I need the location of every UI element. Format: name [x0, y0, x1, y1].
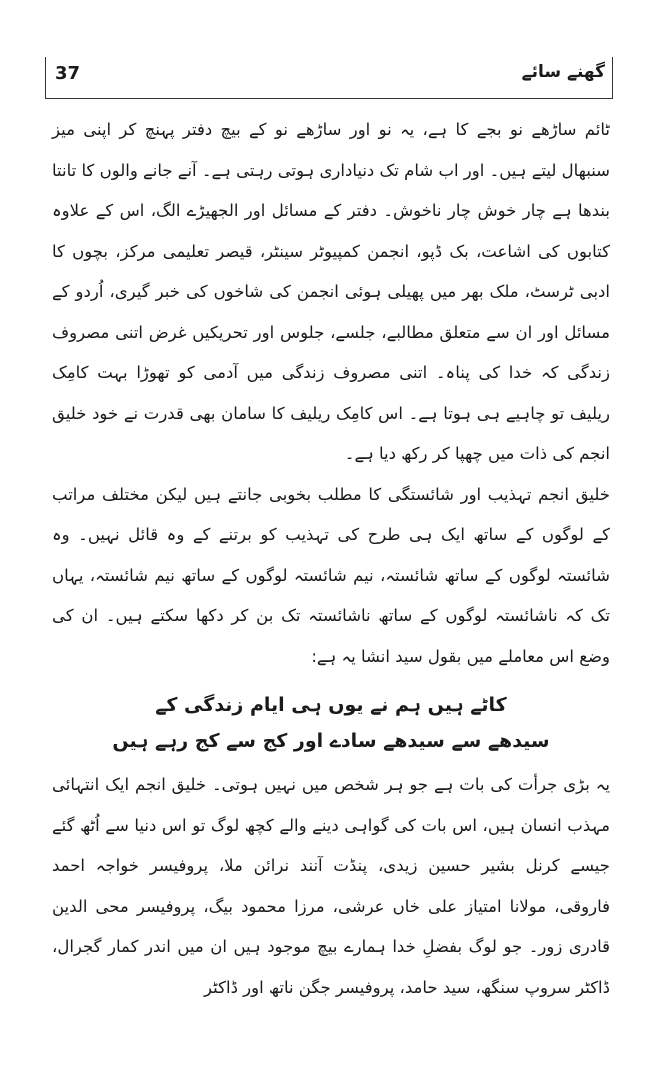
header-rule — [45, 98, 613, 99]
header-left-border — [45, 57, 46, 99]
page-header — [45, 55, 613, 99]
running-title: گھنے سائے — [521, 62, 605, 82]
body-text — [52, 110, 610, 1008]
verse-couplet — [52, 687, 610, 759]
page-number: 37 — [55, 63, 81, 84]
header-right-border — [612, 57, 613, 99]
paragraph-3: یہ بڑی جرأت کی بات ہے جو ہر شخص میں نہیں ہوتی۔ خلیق انجم ایک انتہائی مہذب انسان ہیں، اس بات کی گواہی دینے والے کچھ لوگ تو اس دنیا سے اُٹھ گئے جیسے کرنل بشیر حسین زیدی، پنڈت آنند نرائن ملا، پروفیسر خواجہ احمد فاروقی، مولانا امتیاز علی خاں عرشی، مرزا محمود بیگ، پروفیسر محی الدین قادری زور۔ جو لوگ بفضلِ خدا ہمارے بیچ موجود ہیں ان میں اندر کمار گجرال، ڈاکٹر سروپ سنگھ، سید حامد، پروفیسر جگن ناتھ اور ڈاکٹر — [52, 775, 610, 997]
paragraph-1: ٹائم ساڑھے نو بجے کا ہے، یہ نو اور ساڑھے نو کے بیچ دفتر پہنچ کر اپنی میز سنبھال لیتے ہیں۔ اور اب شام تک دنیاداری ہوتی رہتی ہے۔ آنے جانے والوں کا تانتا بندھا ہے چار خوش چار ناخوش۔ دفتر کے مسائل اور الجھیڑے الگ، اس کے علاوہ کتابوں کی اشاعت، بک ڈپو، انجمن کمپیوٹر سینٹر، قیصر تعلیمی مرکز، بچوں کا ادبی ٹرسٹ، ملک بھر میں پھیلی ہوئی انجمن کی شاخوں کی خبر گیری، اُردو کے مسائل اور ان سے متعلق مطالبے، جلسے، جلوس اور تحریکیں غرض اتنی مصروف زندگی کہ خدا کی پناہ۔ اتنی مصروف زندگی میں آدمی کو تھوڑا بہت کامِک ریلیف تو چاہیے ہی ہوتا ہے۔ اس کامِک ریلیف کا سامان بھی قدرت نے خود خلیق انجم کی ذات میں چھپا کر رکھ دیا ہے۔ — [52, 120, 610, 463]
paragraph-2: خلیق انجم تہذیب اور شائستگی کا مطلب بخوبی جانتے ہیں لیکن مختلف مراتب کے لوگوں کے ساتھ ایک ہی طرح کی تہذیب کو برتنے کے وہ قائل نہیں۔ وہ شائستہ لوگوں کے ساتھ شائستہ، نیم شائستہ لوگوں کے ساتھ نیم شائستہ، یہاں تک کہ ناشائستہ لوگوں کے ساتھ ناشائستہ تک بن کر دکھا سکتے ہیں۔ ان کی وضع اس معاملے میں بقول سید انشا یہ ہے: — [52, 484, 610, 666]
verse-line-2: سیدھے سے سیدھے سادے اور کج سے کج رہے ہیں — [112, 730, 550, 752]
verse-line-1: کاٹے ہیں ہم نے یوں ہی ایام زندگی کے — [155, 694, 507, 716]
